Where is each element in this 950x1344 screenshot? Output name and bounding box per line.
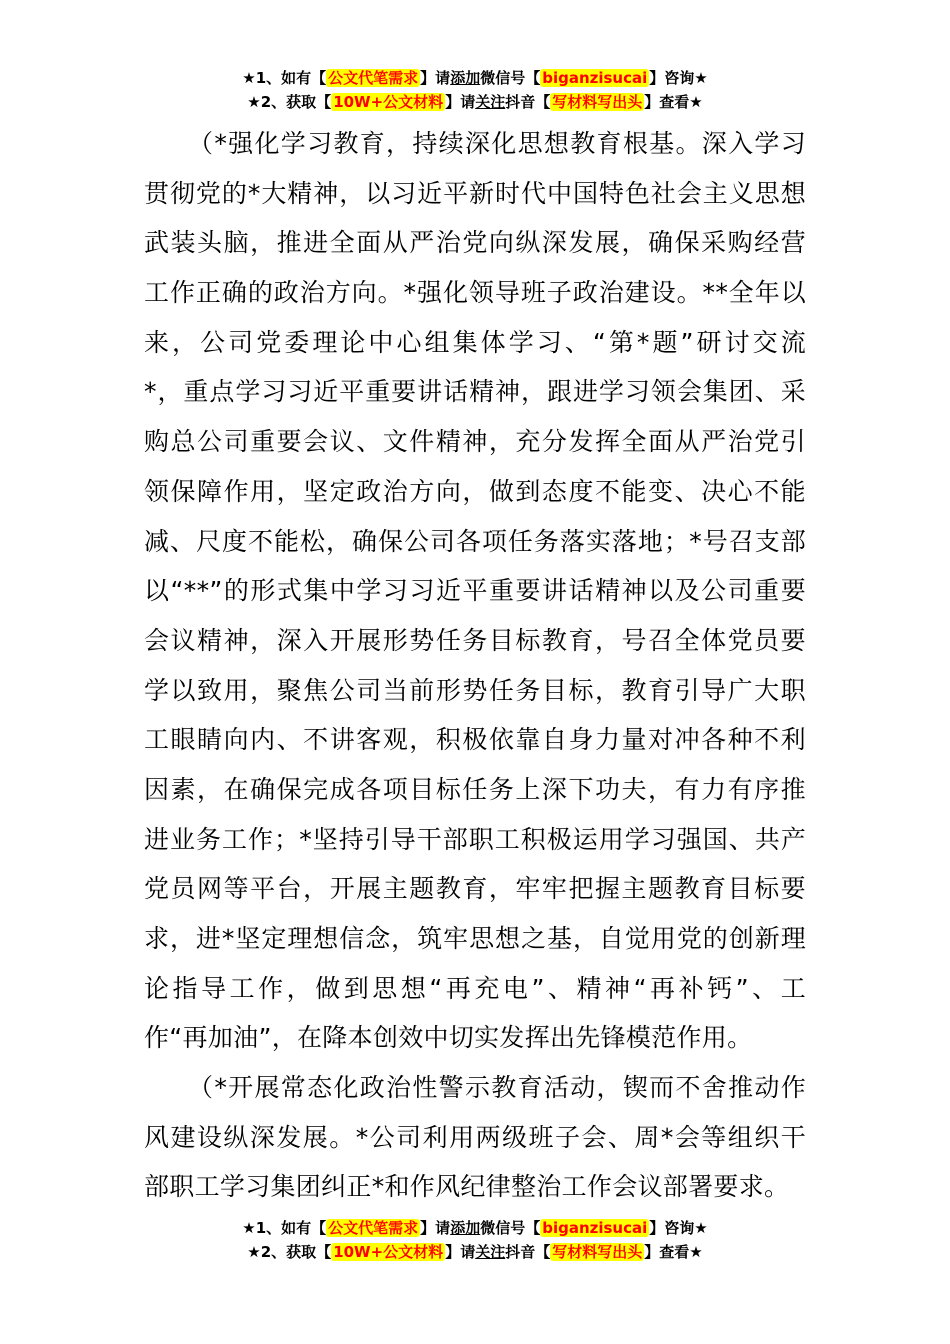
paragraph-line: 部职工学习集团纠正*和作风纪律整治工作会议部署要求。 <box>144 1172 790 1202</box>
paragraph-line: 因素，在确保完成各项目标任务上深下功夫，有力有序推 <box>144 774 806 804</box>
paragraph-line: 工眼睛向内、不讲客观，积极依靠自身力量对冲各种不利 <box>144 725 806 755</box>
notice-line-2 <box>0 90 950 114</box>
highlight-tag: biganzisucai <box>542 1219 648 1237</box>
paragraph-line: 贯彻党的*大精神，以习近平新时代中国特色社会主义思想 <box>144 178 806 208</box>
paragraph-line: *，重点学习习近平重要讲话精神，跟进学习领会集团、采 <box>144 377 806 407</box>
notice-text: 】请 <box>420 1219 451 1237</box>
highlight-tag: 公文代笔需求 <box>328 69 419 87</box>
paragraph-line: 求，进*坚定理想信念，筑牢思想之基，自觉用党的创新理 <box>144 924 806 953</box>
paragraph-line: 风建设纵深发展。*公司利用两级班子会、周*会等组织干 <box>144 1122 806 1152</box>
paragraph-line: 购总公司重要会议、文件精神，充分发挥全面从严治党引 <box>144 427 806 457</box>
paragraph-line: 进业务工作；*坚持引导干部职工积极运用学习强国、共产 <box>144 824 806 854</box>
paragraph-line: 武装头脑，推进全面从严治党向纵深发展，确保采购经营 <box>144 228 806 258</box>
notice-emphasis: 关注 <box>475 1243 506 1261</box>
notice-text: 】查看★ <box>644 1243 703 1261</box>
paragraph-line: 党员网等平台，开展主题教育，牢牢把握主题教育目标要 <box>144 874 806 904</box>
notice-text: 抖音【 <box>505 93 551 111</box>
paragraph-line: 学以致用，聚焦公司当前形势任务目标，教育引导广大职 <box>144 675 806 705</box>
highlight-tag: 10W+公文材料 <box>333 93 444 111</box>
paragraph-line: （*强化学习教育，持续深化思想教育根基。深入学习 <box>188 129 806 158</box>
notice-text: ★1、如有【 <box>242 69 327 87</box>
paragraph-line: 会议精神，深入开展形势任务目标教育，号召全体党员要 <box>144 625 806 655</box>
notice-emphasis: 添加 <box>450 69 481 87</box>
paragraph-line: （*开展常态化政治性警示教育活动，锲而不舍推动作 <box>188 1073 806 1103</box>
header-notice <box>0 66 950 114</box>
highlight-tag: 公文代笔需求 <box>328 1219 419 1237</box>
notice-text: 】请 <box>420 69 451 87</box>
document-body <box>144 119 806 1212</box>
notice-text: 】请 <box>445 93 476 111</box>
notice-line-1 <box>0 66 950 90</box>
paragraph-line: 工作正确的政治方向。*强化领导班子政治建设。**全年以 <box>144 278 806 308</box>
notice-text: 】请 <box>445 1243 476 1261</box>
highlight-tag: 写材料写出头 <box>552 1243 643 1261</box>
paragraph-line: 作“再加油”，在降本创效中切实发挥出先锋模范作用。 <box>144 1023 753 1053</box>
notice-line-2 <box>0 1240 950 1264</box>
notice-text: 微信号【 <box>480 1219 541 1237</box>
notice-line-1 <box>0 1216 950 1240</box>
highlight-tag: biganzisucai <box>542 69 648 87</box>
paragraph-line: 减、尺度不能松，确保公司各项任务落实落地；*号召支部 <box>144 526 806 556</box>
notice-text: 微信号【 <box>480 69 541 87</box>
paragraph-line: 论指导工作，做到思想“再充电”、精神“再补钙”、工 <box>144 973 806 1003</box>
highlight-tag: 写材料写出头 <box>552 93 643 111</box>
notice-text: ★1、如有【 <box>242 1219 327 1237</box>
notice-text: 抖音【 <box>505 1243 551 1261</box>
highlight-tag: 10W+公文材料 <box>333 1243 444 1261</box>
notice-text: ★2、获取【 <box>247 93 332 111</box>
notice-text: ★2、获取【 <box>247 1243 332 1261</box>
notice-text: 】查看★ <box>644 93 703 111</box>
paragraph-line: 来，公司党委理论中心组集体学习、“第*题”研讨交流 <box>144 327 806 357</box>
notice-emphasis: 添加 <box>450 1219 481 1237</box>
paragraph-line: 领保障作用，坚定政治方向，做到态度不能变、决心不能 <box>144 476 806 506</box>
paragraph-line: 以“**”的形式集中学习习近平重要讲话精神以及公司重要 <box>144 576 806 606</box>
footer-notice <box>0 1216 950 1264</box>
notice-text: 】咨询★ <box>649 1219 708 1237</box>
notice-emphasis: 关注 <box>475 93 506 111</box>
notice-text: 】咨询★ <box>649 69 708 87</box>
